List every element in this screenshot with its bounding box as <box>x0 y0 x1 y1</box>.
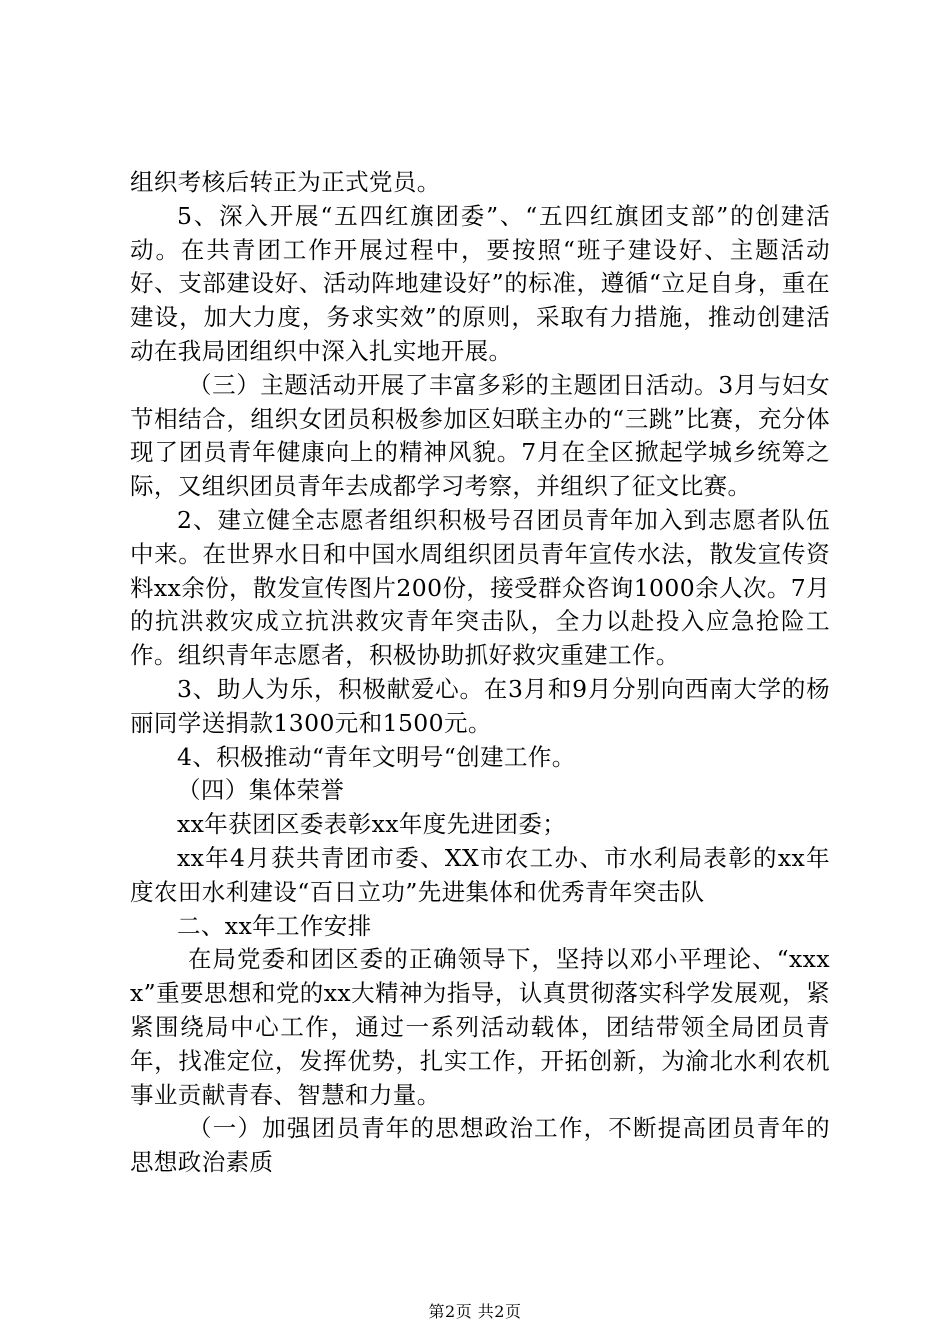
paragraph-9: xx年4月获共青团市委、XX市农工办、市水利局表彰的xx年度农田水利建设“百日立功”先进集体和优秀青年突击队 <box>130 843 830 906</box>
paragraph-2: 5、深入开展“五四红旗团委”、“五四红旗团支部”的创建活动。在共青团工作开展过程中，要按照“班子建设好、主题活动好、支部建设好、活动阵地建设好”的标准，遵循“立足自身，重在建设，加大力度，务求实效”的原则，采取有力措施，推动创建活动在我局团组织中深入扎实地开展。 <box>130 201 830 365</box>
paragraph-12: （一）加强团员青年的思想政治工作，不断提高团员青年的思想政治素质 <box>130 1114 830 1177</box>
page-footer <box>0 1302 950 1322</box>
paragraph-4: 2、建立健全志愿者组织积极号召团员青年加入到志愿者队伍中来。在世界水日和中国水周组织团员青年宣传水法，散发宣传资料xx余份，散发宣传图片200份，接受群众咨询1000余人次。7月的抗洪救灾成立抗洪救灾青年突击队，全力以赴投入应急抢险工作。组织青年志愿者，积极协助抓好救灾重建工作。 <box>130 505 830 670</box>
section-heading-honors: （四）集体荣誉 <box>177 776 345 805</box>
document-body <box>130 166 830 1180</box>
page-number: 第2页 共2页 <box>428 1302 522 1321</box>
section-heading-work-plan: 二、xx年工作安排 <box>177 911 372 940</box>
paragraph-6: 4、积极推动“青年文明号“创建工作。 <box>177 742 576 771</box>
paragraph-5: 3、助人为乐，积极献爱心。在3月和9月分别向西南大学的杨丽同学送捐款1300元和1500元。 <box>130 674 830 737</box>
paragraph-8: xx年获团区委表彰xx年度先进团委； <box>177 810 567 839</box>
paragraph-3: （三）主题活动开展了丰富多彩的主题团日活动。3月与妇女节相结合，组织女团员积极参加区妇联主办的“三跳”比赛，充分体现了团员青年健康向上的精神风貌。7月在全区掀起学城乡统筹之际，又组织团员青年去成都学习考察，并组织了征文比赛。 <box>130 370 830 501</box>
paragraph-1: 组织考核后转正为正式党员。 <box>130 168 441 196</box>
paragraph-11: 在局党委和团区委的正确领导下，坚持以邓小平理论、“xxxx”重要思想和党的xx大精神为指导，认真贯彻落实科学发展观，紧紧围绕局中心工作，通过一系列活动载体，团结带领全局团员青年，找准定位，发挥优势，扎实工作，开拓创新，为渝北水利农机事业贡献青春、智慧和力量。 <box>130 945 830 1109</box>
